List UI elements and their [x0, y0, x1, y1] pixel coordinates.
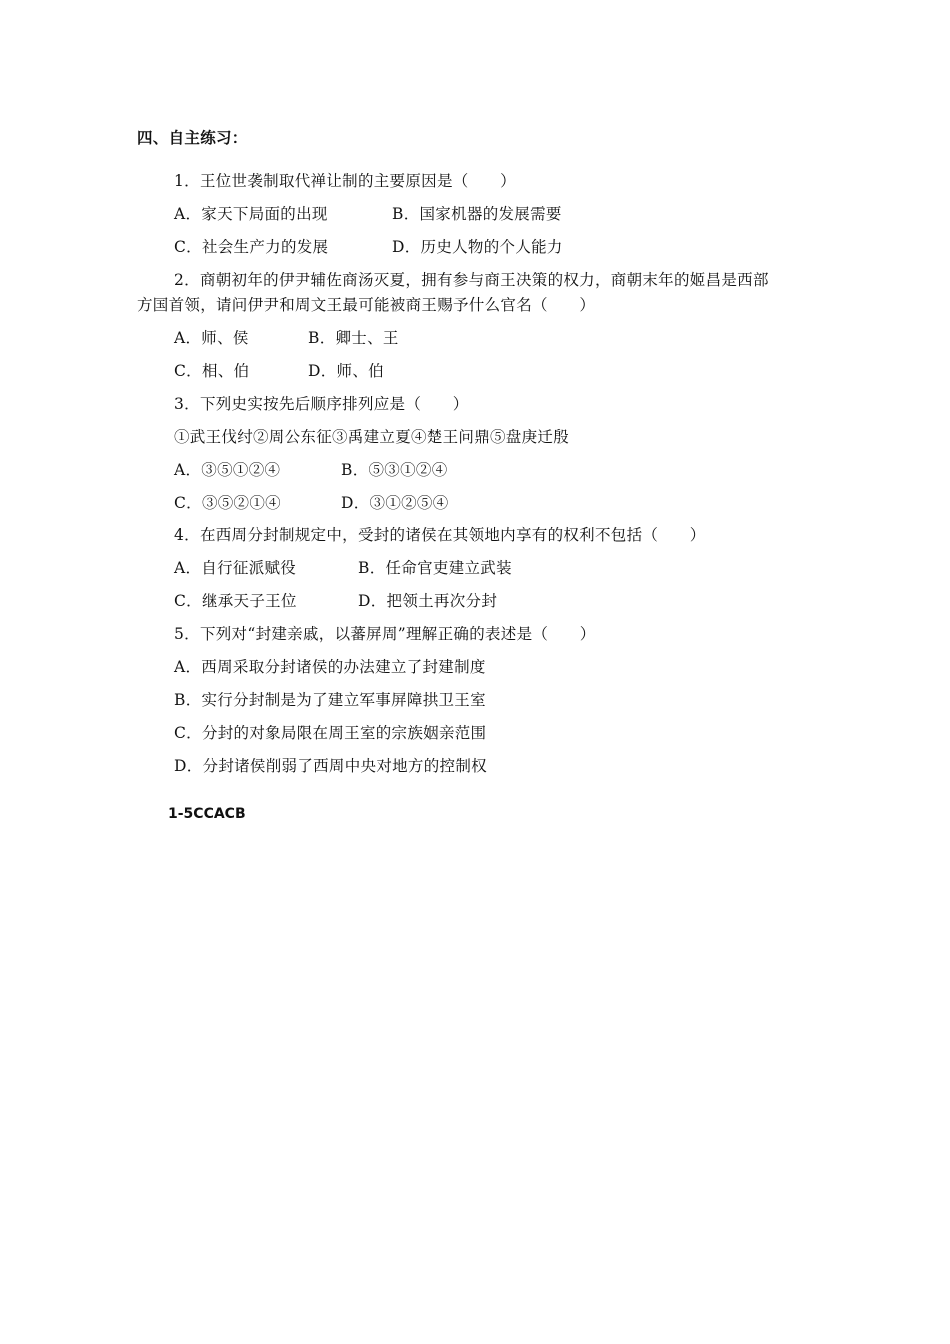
question-3-option-d: D．③①②⑤④ — [341, 494, 449, 512]
question-2-option-c: C．相、伯 — [174, 362, 250, 380]
question-1-option-a: A．家天下局面的出现 — [174, 205, 328, 223]
answer-key: 1-5CCACB — [168, 806, 246, 822]
question-2-option-b: B．卿士、王 — [308, 329, 399, 347]
question-5-option-b: B．实行分封制是为了建立军事屏障拱卫王室 — [174, 691, 486, 709]
question-5-option-d: D．分封诸侯削弱了西周中央对地方的控制权 — [174, 757, 487, 775]
question-4-option-b: B．任命官吏建立武装 — [358, 559, 512, 577]
question-4-option-c: C．继承天子王位 — [174, 592, 297, 610]
question-1-option-d: D．历史人物的个人能力 — [392, 238, 563, 256]
question-4-stem: 4．在西周分封制规定中，受封的诸侯在其领地内享有的权利不包括（ ） — [174, 526, 706, 544]
question-2-stem-line-1: 2．商朝初年的伊尹辅佐商汤灭夏，拥有参与商王决策的权力，商朝末年的姬昌是西部 — [174, 271, 769, 289]
question-1-option-b: B．国家机器的发展需要 — [392, 205, 562, 223]
question-2-option-d: D．师、伯 — [308, 362, 384, 380]
question-2-option-a: A．师、侯 — [174, 329, 249, 347]
question-1-stem: 1．王位世袭制取代禅让制的主要原因是（ ） — [174, 172, 516, 190]
question-3-option-b: B．⑤③①②④ — [341, 461, 448, 479]
question-3-events: ①武王伐纣②周公东征③禹建立夏④楚王问鼎⑤盘庚迁殷 — [174, 428, 570, 446]
question-3-option-a: A．③⑤①②④ — [174, 461, 281, 479]
question-5-option-c: C．分封的对象局限在周王室的宗族姻亲范围 — [174, 724, 487, 742]
question-3-stem: 3．下列史实按先后顺序排列应是（ ） — [174, 395, 469, 413]
question-2-stem-line-2: 方国首领，请问伊尹和周文王最可能被商王赐予什么官名（ ） — [137, 296, 596, 314]
question-1-option-c: C．社会生产力的发展 — [174, 238, 329, 256]
section-title: 四、自主练习： — [137, 129, 248, 147]
question-4-option-d: D．把领土再次分封 — [358, 592, 498, 610]
question-4-option-a: A．自行征派赋役 — [174, 559, 297, 577]
question-3-option-c: C．③⑤②①④ — [174, 494, 281, 512]
question-5-option-a: A．西周采取分封诸侯的办法建立了封建制度 — [174, 658, 486, 676]
question-5-stem: 5．下列对“封建亲戚，以蕃屏周”理解正确的表述是（ ） — [174, 625, 596, 643]
